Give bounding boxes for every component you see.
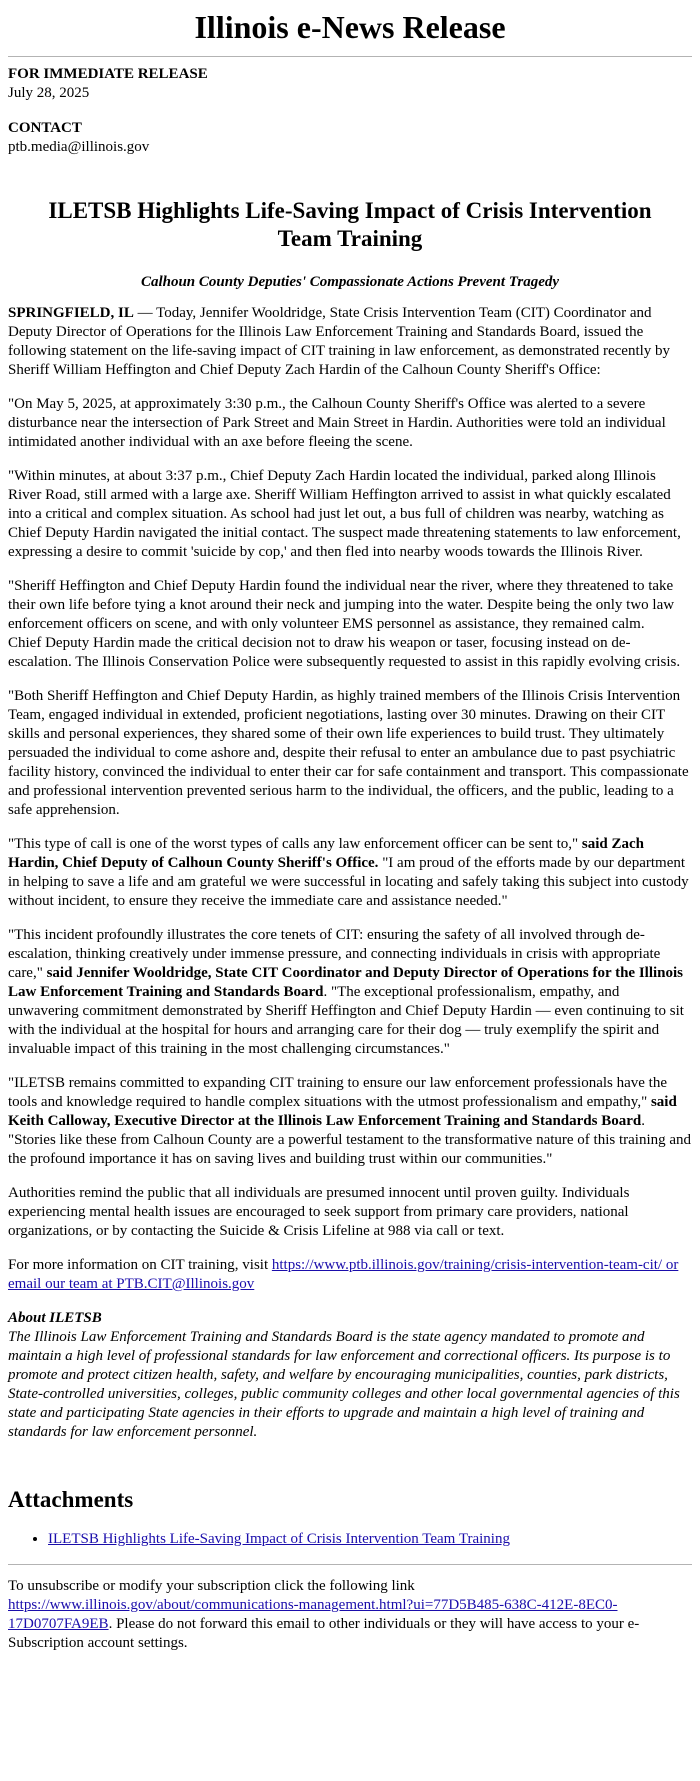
attachment-link[interactable]: ILETSB Highlights Life-Saving Impact of Crisis Intervention Team Training xyxy=(48,1531,510,1547)
contact-email: ptb.media@illinois.gov xyxy=(8,139,150,155)
paragraph-river: "Sheriff Heffington and Chief Deputy Hardin found the individual near the river, where they threatened to take their own life before tying a knot around their neck and jumping into the water. Despite being the only two law enforcement officers on scene, and with only volunteer EMS personnel as assistance, they remained calm. xyxy=(8,578,675,632)
unsubscribe-text xyxy=(8,1577,692,1653)
attachment-item xyxy=(48,1530,692,1549)
about-section xyxy=(8,1309,692,1442)
masthead-title: Illinois e-News Release xyxy=(8,8,692,57)
about-text: The Illinois Law Enforcement Training and Standards Board is the state agency mandated to promote and maintain a high level of professional standards for law enforcement and correctional officers. Its purpose is to promote and protect citizen health, safety, and welfare by encouraging municipalities, counties, park districts, State-controlled universities, colleges, public community colleges and other local governmental agencies of this state and participating State agencies in their efforts to upgrade and maintain a high level of training and standards for law enforcement personnel. xyxy=(8,1329,680,1440)
quote-calloway-part2: . "Stories like these from Calhoun County are a powerful testament to the transformative nature of this training and the profound importance it has on saving lives and building trust within our communities." xyxy=(8,1113,692,1167)
contact-label: CONTACT xyxy=(8,120,82,136)
unsubscribe-line: To unsubscribe or modify your subscription click the following link xyxy=(8,1578,415,1594)
headline: ILETSB Highlights Life-Saving Impact of Crisis Intervention Team Training xyxy=(48,198,652,251)
quote-hardin xyxy=(8,835,692,911)
cit-training-link[interactable]: https://www.ptb.illinois.gov/training/crisis-intervention-team-cit/ or email our team at PTB.CIT@Illinois.gov xyxy=(8,1257,679,1292)
subscription-management-link[interactable]: https://www.illinois.gov/about/communications-management.html?ui=77D5B485-638C-412E-8EC0-17D0707FA9EB xyxy=(8,1597,618,1632)
quote-hardin-part2: "I am proud of the efforts made by our department in helping to save a life and am grateful we were successful in locating and safely taking this subject into custody without incident, to ensure they receive the immediate care and assistance needed." xyxy=(8,855,689,909)
dateline: SPRINGFIELD, IL xyxy=(8,305,134,321)
quote-wooldridge-part2: . "The exceptional professionalism, empathy, and unwavering commitment demonstrated by Sheriff Heffington and Chief Deputy Hardin — even continuing to sit with the individual at the hospital for hours and arranging care for their dog — truly exemplify the spirit and invaluable impact of this training in the most challenging circumstances." xyxy=(8,984,684,1057)
quote-calloway-part1: "ILETSB remains committed to expanding CIT training to ensure our law enforcement professionals have the tools and knowledge required to handle complex situations with the utmost professionalism and empathy," xyxy=(8,1075,668,1110)
quote-wooldridge-attribution: said Jennifer Wooldridge, State CIT Coordinator and Deputy Director of Operations for the Illinois Law Enforcement Training and Standards Board xyxy=(8,965,684,1000)
release-info xyxy=(8,65,692,103)
contact-info xyxy=(8,119,692,157)
footer xyxy=(8,1577,692,1653)
intro-paragraph xyxy=(8,304,692,380)
attachments-list xyxy=(8,1530,692,1549)
paragraph-deescalation: Chief Deputy Hardin made the critical decision not to draw his weapon or taser, focusing instead on de-escalation. The Illinois Conservation Police were subsequently requested to assist in this rapidly evolving crisis. xyxy=(8,635,681,670)
quote-hardin-part1: "This type of call is one of the worst types of calls any law enforcement officer can be sent to," xyxy=(8,836,582,852)
release-date: July 28, 2025 xyxy=(8,85,90,101)
release-label: FOR IMMEDIATE RELEASE xyxy=(8,66,208,82)
paragraph-response: "Within minutes, at about 3:37 p.m., Chief Deputy Zach Hardin located the individual, parked along Illinois River Road, still armed with a large axe. Sheriff William Heffington arrived to assist in what quickly escalated into a critical and complex situation. As school had just let out, a bus full of children was nearby, watching as Chief Deputy Hardin navigated the initial contact. The suspect made threatening statements to law enforcement, expressing a desire to commit 'suicide by cop,' and then fled into nearby woods towards the Illinois River. xyxy=(8,468,681,560)
paragraph-public-notice: Authorities remind the public that all individuals are presumed innocent until proven guilty. Individuals experiencing mental health issues are encouraged to seek support from primary care providers, national organizations, or by contacting the Suicide & Crisis Lifeline at 988 via call or text. xyxy=(8,1185,630,1239)
paragraph-negotiation: "Both Sheriff Heffington and Chief Deputy Hardin, as highly trained members of the Illinois Crisis Intervention Team, engaged individual in extended, proficient negotiations, lasting over 30 minutes. Drawing on their CIT skills and personal experiences, they shared some of their own life experiences to build trust. They ultimately persuaded the individual to come ashore and, despite their refusal to enter an ambulance due to past psychiatric facility history, convinced the individual to enter their car for safe containment and transport. This compassionate and professional intervention prevented serious harm to the individual, the officers, and the public, leading to a safe apprehension. xyxy=(8,688,689,818)
intro-text: — Today, Jennifer Wooldridge, State Crisis Intervention Team (CIT) Coordinator and Deputy Director of Operations for the Illinois Law Enforcement Training and Standards Board, issued the following statement on the life-saving impact of CIT training in law enforcement, as demonstrated recently by Sheriff William Heffington and Chief Deputy Zach Hardin of the Calhoun County Sheriff's Office: xyxy=(8,305,671,378)
quote-wooldridge-part1: "This incident profoundly illustrates the core tenets of CIT: ensuring the safety of all involved through de-escalation, thinking creatively under immense pressure, and connecting individuals in crisis with appropriate care," xyxy=(8,927,661,981)
paragraph-more-info xyxy=(8,1256,692,1294)
subheadline: Calhoun County Deputies' Compassionate Actions Prevent Tragedy xyxy=(140,274,560,290)
more-info-prefix: For more information on CIT training, visit xyxy=(8,1257,272,1273)
quote-hardin-attribution: said Zach Hardin, Chief Deputy of Calhoun County Sheriff's Office. xyxy=(8,836,644,871)
footer-divider xyxy=(8,1564,692,1565)
paragraph-incident: "On May 5, 2025, at approximately 3:30 p.m., the Calhoun County Sheriff's Office was alerted to a severe disturbance near the intersection of Park Street and Main Street in Hardin. Authorities were told an individual intimidated another individual with an axe before fleeing the scene. xyxy=(8,396,666,450)
quote-calloway-attribution: said Keith Calloway, Executive Director at the Illinois Law Enforcement Training and Standards Board xyxy=(8,1094,677,1129)
attachments-heading: Attachments xyxy=(8,1487,134,1512)
news-release-page xyxy=(0,8,700,1653)
about-title: About ILETSB xyxy=(8,1310,102,1326)
quote-calloway xyxy=(8,1074,692,1169)
quote-wooldridge xyxy=(8,926,692,1059)
forward-warning: . Please do not forward this email to other individuals or they will have access to your e-Subscription account settings. xyxy=(8,1616,640,1651)
